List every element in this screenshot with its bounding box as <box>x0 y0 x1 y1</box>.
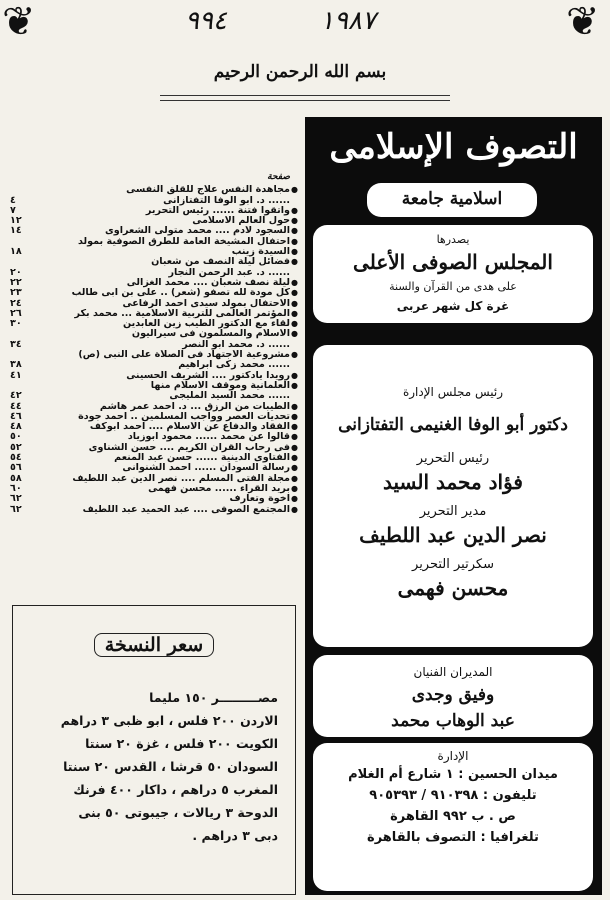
toc-item-page: ٤٨ <box>10 421 22 433</box>
staff-box <box>313 345 593 647</box>
price-line: الكويت ٢٠٠ فلس ، غزة ٢٠ سنتا <box>85 736 278 751</box>
bullet-icon: ● <box>291 370 298 380</box>
toc-item <box>10 381 298 391</box>
toc-item-page: ٢٣ <box>10 287 22 299</box>
basmala: بسم الله الرحمن الرحيم <box>213 62 387 82</box>
toc-item-title: فضائل ليلة النصف من شعبان <box>151 257 290 268</box>
toc-item-page: ٦٢ <box>10 493 22 505</box>
toc-item <box>10 196 298 206</box>
toc-item-title: فى رحاب القرآن الكريم .... حسن الشناوى <box>88 442 290 453</box>
toc-item-title: السيدة زينب <box>231 247 290 258</box>
toc-item-title: قالوا عن محمد ...... محمود أبوزياد <box>127 432 290 443</box>
bullet-icon: ● <box>291 236 298 246</box>
publisher-box <box>313 225 593 323</box>
toc-item-title: كل مودة لله تصفو (شعر) .. على بن أبى طالب <box>71 288 290 299</box>
editor-in-chief-name: فؤاد محمد السيد <box>383 470 523 494</box>
toc-item-page: ٥٠ <box>10 431 22 443</box>
toc-item-title: بريد القراء ...... محسن فهمى <box>148 483 290 494</box>
toc-item-page: ١٢ <box>10 215 22 227</box>
toc-item-title: ليلة نصف شعبان .... محمد الغزالى <box>126 277 290 288</box>
masthead-panel <box>305 117 602 895</box>
secretary-name: محسن فهمى <box>397 576 509 600</box>
tagline: اسلامية جامعة <box>401 189 503 209</box>
toc-item-title: تحديات العصر وواجب المسلمين .. أحمد جودة <box>78 411 290 422</box>
bullet-icon: ● <box>291 504 298 514</box>
tagline-box <box>367 183 537 217</box>
price-title: سعر النسخة <box>94 633 214 657</box>
toc-item-page: ١٨ <box>10 246 22 258</box>
bullet-icon: ● <box>291 298 298 308</box>
toc-item-title: رويدا يادكتور .... الشريف الحسينى <box>126 370 290 381</box>
po-box: ص . ب ٩٩٢ القاهرة <box>390 809 516 824</box>
toc-item <box>10 360 298 370</box>
handwritten-number-left: ٩٩٤ <box>185 6 227 36</box>
bullet-icon: ● <box>291 463 298 473</box>
toc-item-page: ٥٨ <box>10 472 22 484</box>
toc-item-title: ...... د. أبو الوفا التفتازانى <box>163 195 290 206</box>
toc-item-title: الاحتفال بمولد سيدى أحمد الرفاعى <box>122 298 290 309</box>
toc-item-title: العلمانية وموقف الاسلام منها <box>150 380 290 391</box>
toc-item-page: ٤١ <box>10 369 22 381</box>
bullet-icon: ● <box>291 205 298 215</box>
toc-item-page: ٢٢ <box>10 276 22 288</box>
toc-item <box>10 402 298 412</box>
art-directors-label: المديران الفنيان <box>413 665 493 679</box>
bullet-icon: ● <box>291 247 298 257</box>
bullet-icon: ● <box>291 308 298 318</box>
bullet-icon: ● <box>291 288 298 298</box>
administration-box <box>313 743 593 891</box>
secretary-label: سكرتير التحرير <box>412 557 494 572</box>
toc-item-title: المجتمع الصوفى .... عبد الحميد عبد اللطيف <box>82 504 290 515</box>
toc-item-page: ٢٠ <box>10 266 22 278</box>
toc-item <box>10 237 298 247</box>
toc-item <box>10 226 298 236</box>
corner-ornament-top-left: ❦ <box>2 0 36 45</box>
toc-item-page: ٤٦ <box>10 410 22 422</box>
bullet-icon: ● <box>291 319 298 329</box>
telegraph: تلغرافيا : التصوف بالقاهرة <box>367 830 539 845</box>
board-chair-name: دكتور أبو الوفا الغنيمى التفتازانى <box>338 415 568 435</box>
bullet-icon: ● <box>291 185 298 195</box>
toc-item-title: حول العالم الاسلامى <box>192 216 290 227</box>
toc-item-page: ٣٨ <box>10 359 22 371</box>
price-line: الدوحة ٣ ريالات ، جيبوتى ٥٠ بنى <box>78 805 278 820</box>
bullet-icon: ● <box>291 483 298 493</box>
bullet-icon: ● <box>291 473 298 483</box>
administration-label: الإدارة <box>437 749 469 763</box>
bullet-icon: ● <box>291 380 298 390</box>
toc-item-title: الاسلام والمسلمون فى سيراليون <box>131 329 290 340</box>
toc-item <box>10 319 298 329</box>
toc-list <box>10 185 298 515</box>
toc-item-page: ٤٤ <box>10 400 22 412</box>
managing-editor-label: مدير التحرير <box>419 504 487 519</box>
toc-item-title: مجلة الفتى المسلم .... نصر الدين عبد اللطيف <box>72 473 290 484</box>
toc-item-title: احتفال المشيخة العامة للطرق الصوفية بمولد <box>77 236 290 247</box>
toc-item-title: مشروعية الاجتهاد فى الصلاة على النبى (ص) <box>78 350 290 361</box>
table-of-contents <box>10 172 298 515</box>
bullet-icon: ● <box>291 350 298 360</box>
price-line: المغرب ٥ دراهم ، داكار ٤٠٠ فرنك <box>73 782 278 797</box>
art-director-1: وفيق وجدى <box>411 685 495 705</box>
price-title-wrap <box>13 634 295 656</box>
toc-item <box>10 443 298 453</box>
phone: تليفون : ٩١٠٣٩٨ / ٩٠٥٣٩٣ <box>369 788 537 803</box>
toc-item <box>10 432 298 442</box>
toc-item <box>10 350 298 360</box>
toc-item <box>10 185 298 195</box>
publisher-name: المجلس الصوفى الأعلى <box>353 250 553 274</box>
toc-item-page: ٤٢ <box>10 390 22 402</box>
toc-item-page: ٥٤ <box>10 452 22 464</box>
toc-item-title: مجاهدة النفس علاج للقلق النفسى <box>126 185 290 196</box>
bullet-icon: ● <box>291 257 298 267</box>
toc-item-page: ٥٢ <box>10 441 22 453</box>
toc-item-title: ...... د. محمد أبو النصر <box>182 339 290 350</box>
art-director-2: عبد الوهاب محمد <box>391 711 515 731</box>
board-chair-label: رئيس مجلس الإدارة <box>402 385 504 399</box>
toc-item-page: ٦٠ <box>10 482 22 494</box>
toc-item <box>10 288 298 298</box>
bullet-icon: ● <box>291 277 298 287</box>
toc-item-title: المؤتمر العالمى للتربية الاسلامية ... محمد بكر <box>74 308 290 319</box>
toc-item-title: رسالة السودان ...... أحمد الشنوانى <box>122 463 290 474</box>
bullet-icon: ● <box>291 401 298 411</box>
toc-item <box>10 474 298 484</box>
toc-item <box>10 391 298 401</box>
toc-item <box>10 371 298 381</box>
handwritten-number-right: ١٩٨٧ <box>320 6 376 36</box>
toc-item <box>10 494 298 504</box>
bullet-icon: ● <box>291 432 298 442</box>
toc-item-page: ٣٤ <box>10 338 22 350</box>
toc-item <box>10 505 298 515</box>
price-line: مصـــــــــر ١٥٠ مليما <box>149 690 278 705</box>
toc-item <box>10 247 298 257</box>
toc-item <box>10 299 298 309</box>
page-column-header: صفحة <box>267 172 290 182</box>
bullet-icon: ● <box>291 226 298 236</box>
toc-item <box>10 329 298 339</box>
managing-editor-name: نصر الدين عبد اللطيف <box>359 523 547 547</box>
basmala-divider <box>160 95 450 101</box>
bullet-icon: ● <box>291 422 298 432</box>
address: ميدان الحسين : ١ شارع أم الغلام <box>348 767 558 782</box>
corner-ornament-top-right: ❦ <box>566 0 600 45</box>
price-list <box>33 686 278 847</box>
price-line: السودان ٥٠ قرشا ، القدس ٢٠ سنتا <box>63 759 278 774</box>
price-box <box>12 605 296 895</box>
toc-item-title: الطيبات من الرزق ... د. أحمد عمر هاشم <box>99 401 290 412</box>
toc-item-page: ٧ <box>10 204 16 216</box>
toc-item-page: ٤ <box>10 194 16 206</box>
toc-item-title: أخوة وتعارف <box>229 494 290 505</box>
toc-item-page: ٣٠ <box>10 318 22 330</box>
toc-item-page: ١٤ <box>10 225 22 237</box>
toc-item-title: واتقوا فتنة ...... رئيس التحرير <box>145 205 290 216</box>
toc-item-title: لقاء مع الدكتور الطيب زين العابدين <box>122 319 290 330</box>
bullet-icon: ● <box>291 216 298 226</box>
bullet-icon: ● <box>291 494 298 504</box>
toc-item-page: ٢٤ <box>10 297 22 309</box>
frequency-line: غرة كل شهر عربى <box>396 299 510 313</box>
toc-item-title: الفتاوى الدينية ...... حسن عبد المنعم <box>114 453 290 464</box>
bullet-icon: ● <box>291 329 298 339</box>
toc-item <box>10 422 298 432</box>
toc-item <box>10 206 298 216</box>
toc-item-title: السجود لادم .... محمد متولى الشعراوى <box>105 226 290 237</box>
toc-item-title: الفقاد والدفاع عن الاسلام .... أحمد أبوكف <box>89 422 290 433</box>
art-directors-box <box>313 655 593 737</box>
toc-item <box>10 340 298 350</box>
toc-item <box>10 309 298 319</box>
toc-item <box>10 453 298 463</box>
guidance-line: على هدى من القرآن والسنة <box>389 280 517 293</box>
magazine-title: التصوف الإسلامى <box>329 127 578 167</box>
price-line: دبى ٣ دراهم . <box>192 828 278 843</box>
toc-item <box>10 216 298 226</box>
toc-item <box>10 484 298 494</box>
publisher-prefix: يصدرها <box>436 233 470 246</box>
toc-item <box>10 463 298 473</box>
toc-item-title: ...... محمد السيد المليجى <box>169 391 290 402</box>
toc-item <box>10 257 298 267</box>
toc-item-page: ٦٢ <box>10 503 22 515</box>
toc-item <box>10 412 298 422</box>
toc-item-title: ...... محمد زكى ابراهيم <box>178 360 290 371</box>
toc-item <box>10 278 298 288</box>
toc-item-page: ٢٦ <box>10 307 22 319</box>
bullet-icon: ● <box>291 453 298 463</box>
editor-in-chief-label: رئيس التحرير <box>416 451 490 466</box>
price-line: الاردن ٢٠٠ فلس ، ابو ظبى ٣ دراهم <box>60 713 278 728</box>
toc-item-page: ٥٦ <box>10 462 22 474</box>
toc-item <box>10 268 298 278</box>
bullet-icon: ● <box>291 442 298 452</box>
bullet-icon: ● <box>291 411 298 421</box>
toc-item-title: ...... د. عبد الرحمن النجار <box>168 267 290 278</box>
